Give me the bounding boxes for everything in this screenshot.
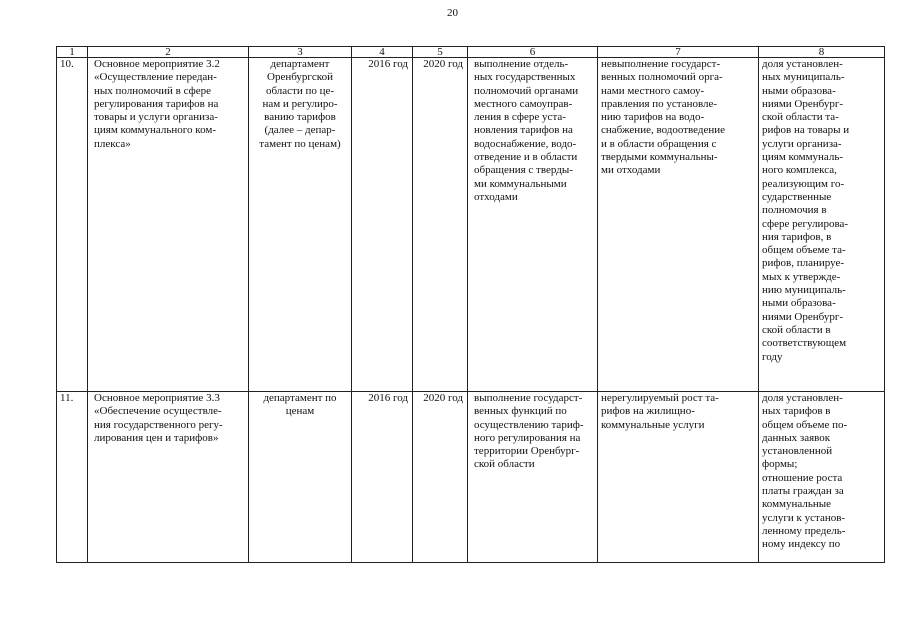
column-header: 2 bbox=[88, 47, 249, 58]
indicator-link: доля установлен- ных тарифов в общем объеме по- данных заявок установленной формы; отношение роста платы граждан за коммунальные услуги к установ- ленному предель- ному индексу по bbox=[759, 392, 885, 563]
page-number: 20 bbox=[447, 7, 458, 19]
responsible-executor: департамент по ценам bbox=[249, 392, 352, 563]
measure-name: Основное мероприятие 3.3 «Обеспечение осуществле- ния государственного регу- лирования цен и тарифов» bbox=[88, 392, 249, 563]
responsible-executor: департамент Оренбургской области по це- нам и регулиро- ванию тарифов (далее – депар- тамент по ценам) bbox=[249, 58, 352, 392]
measure-name: Основное мероприятие 3.2 «Осуществление передан- ных полномочий в сфере регулирования тарифов на товары и услуги организа- циям коммунального ком- плекса» bbox=[88, 58, 249, 392]
non-implementation-consequences: невыполнение государст- венных полномочий орга- нами местного самоу- правления по установле- нию тарифов на водо- снабжение, водоотведение и в области обращения с твердыми коммунальны- ми отходами bbox=[598, 58, 759, 392]
table-row bbox=[57, 58, 885, 392]
row-number: 11. bbox=[57, 392, 88, 563]
end-year: 2020 год bbox=[413, 392, 468, 563]
column-header: 1 bbox=[57, 47, 88, 58]
expected-result: выполнение отдель- ных государственных полномочий органами местного самоуправ- ления в сфере уста- новления тарифов на водоснабжение, водо- отведение и в области обращения с тверды- ми коммунальными отходами bbox=[468, 58, 598, 392]
column-header: 4 bbox=[352, 47, 413, 58]
expected-result: выполнение государст- венных функций по осуществлению тариф- ного регулирования на территории Оренбург- ской области bbox=[468, 392, 598, 563]
table-row bbox=[57, 392, 885, 563]
program-measures-table bbox=[56, 46, 885, 563]
column-header: 6 bbox=[468, 47, 598, 58]
column-header: 3 bbox=[249, 47, 352, 58]
end-year: 2020 год bbox=[413, 58, 468, 392]
column-header: 5 bbox=[413, 47, 468, 58]
start-year: 2016 год bbox=[352, 392, 413, 563]
column-header: 7 bbox=[598, 47, 759, 58]
header-row bbox=[57, 47, 885, 58]
non-implementation-consequences: нерегулируемый рост та- рифов на жилищно- коммунальные услуги bbox=[598, 392, 759, 563]
row-number: 10. bbox=[57, 58, 88, 392]
indicator-link: доля установлен- ных муниципаль- ными образова- ниями Оренбург- ской области та- рифов на товары и услуги организа- циям коммуналь- ного комплекса, реализующим го- сударственные полномочия в сфере регулирова- ния тарифов, в общем объеме та- рифов, планируе- мых к утвержде- нию муниципаль- ными образова- ниями Оренбург- ской области в соответствующем году bbox=[759, 58, 885, 392]
column-header: 8 bbox=[759, 47, 885, 58]
start-year: 2016 год bbox=[352, 58, 413, 392]
